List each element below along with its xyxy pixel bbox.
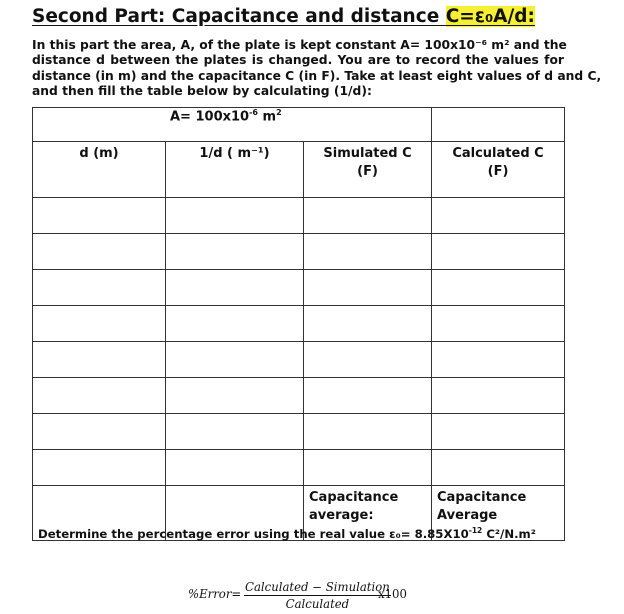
table-cell[interactable]	[304, 234, 432, 270]
table-cell[interactable]	[33, 234, 166, 270]
table-cell[interactable]	[166, 306, 304, 342]
instructions-line: distance d between the plates is changed. You are to record the values for	[32, 53, 564, 68]
table-cell[interactable]	[33, 414, 166, 450]
avg-simulated-label: Capacitance average:	[304, 486, 432, 541]
table-cell[interactable]	[432, 342, 565, 378]
table-row	[33, 378, 565, 414]
area-label: $A= 100x10^{-6}$ $m^2$	[170, 108, 282, 125]
table-row	[33, 270, 565, 306]
table-cell[interactable]	[304, 342, 432, 378]
avg-calculated-label: Capacitance Average	[432, 486, 565, 541]
table-cell[interactable]	[166, 414, 304, 450]
table-cell[interactable]	[432, 414, 565, 450]
formula-multiplier: x100	[378, 587, 407, 601]
page-title	[32, 6, 535, 27]
table-cell[interactable]	[304, 270, 432, 306]
instructions-paragraph	[32, 38, 602, 100]
table-row	[33, 306, 565, 342]
table-cell[interactable]	[304, 414, 432, 450]
instructions-line: and then fill the table below by calculating (1/d):	[32, 84, 372, 99]
table-row	[33, 234, 565, 270]
table-cell[interactable]	[432, 306, 565, 342]
table-cell[interactable]	[304, 378, 432, 414]
determine-instruction: Determine the percentage error using the real value $\varepsilon_0= 8.85X10^{-12}$ C²/N.m²	[38, 526, 536, 541]
table-cell[interactable]	[33, 270, 166, 306]
table-cell[interactable]	[432, 108, 565, 142]
table-cell[interactable]	[33, 198, 166, 234]
table-row	[33, 414, 565, 450]
formula-denominator: Calculated	[285, 597, 350, 611]
table-cell[interactable]	[166, 342, 304, 378]
title-text: Second Part: Capacitance and distance	[32, 6, 446, 27]
table-cell[interactable]	[166, 270, 304, 306]
table-cell[interactable]	[432, 234, 565, 270]
data-table	[32, 107, 565, 541]
table-row	[33, 342, 565, 378]
table-cell[interactable]	[166, 198, 304, 234]
instructions-line: In this part the area, A, of the plate is kept constant A= 100x10⁻⁶ m² and the	[32, 38, 567, 52]
table-row	[33, 198, 565, 234]
instructions-line: distance (in m) and the capacitance C (in F). Take at least eight values of d and C,	[32, 68, 602, 83]
table-row	[33, 450, 565, 486]
header-row	[33, 142, 565, 198]
header-d: d (m)	[33, 142, 166, 198]
table-cell[interactable]	[304, 450, 432, 486]
header-simulated-c: Simulated C (F)	[304, 142, 432, 198]
table-cell[interactable]	[432, 378, 565, 414]
header-calculated-c: Calculated C (F)	[432, 142, 565, 198]
table-cell[interactable]	[432, 270, 565, 306]
formula-fraction	[244, 580, 391, 611]
table-cell[interactable]	[432, 450, 565, 486]
table-cell[interactable]	[166, 378, 304, 414]
table-cell[interactable]	[33, 378, 166, 414]
area-row	[33, 108, 565, 142]
table-cell[interactable]	[304, 306, 432, 342]
table-cell[interactable]	[304, 198, 432, 234]
formula-numerator: Calculated − Simulation	[245, 580, 390, 594]
table-cell[interactable]	[33, 450, 166, 486]
table-cell[interactable]	[432, 198, 565, 234]
header-inverse-d: 1/d ( m⁻¹)	[166, 142, 304, 198]
title-formula-highlight: C=ε₀A/d:	[445, 6, 535, 27]
table-cell[interactable]	[33, 306, 166, 342]
table-cell[interactable]	[166, 450, 304, 486]
formula-lhs: %Error=	[188, 587, 242, 601]
table-cell[interactable]	[166, 234, 304, 270]
table-cell[interactable]	[33, 342, 166, 378]
